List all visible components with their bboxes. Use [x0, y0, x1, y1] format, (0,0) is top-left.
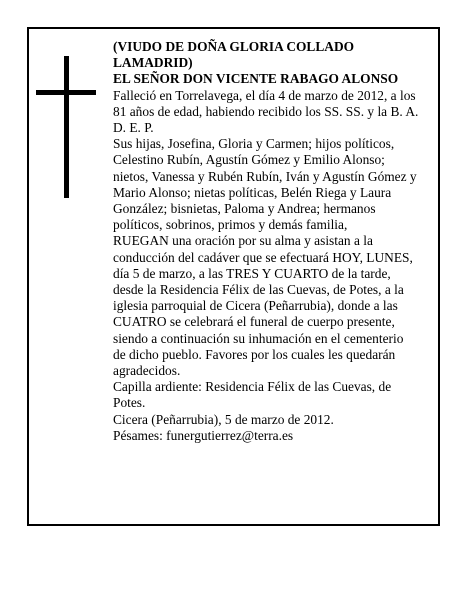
cross-icon — [36, 56, 96, 198]
chapel-info: Capilla ardiente: Residencia Félix de las Cuevas, de Potes. — [113, 379, 392, 411]
deceased-name: EL SEÑOR DON VICENTE RABAGO ALONSO — [113, 71, 399, 87]
family-list: Sus hijas, Josefina, Gloria y Carmen; hijos políticos, Celestino Rubín, Agustín Gómez y Emilio Alonso; nietos, Vanessa y Rubén Rubín, Iván y Agustín Gómez y Mario Alonso; nietas políticas, Belén Riega y Laura González; bisnietas, Paloma y Andrea; hermanos políticos, sobrinos, primos y demás familia, — [113, 136, 417, 233]
dep-abbreviation: D. E. P. — [113, 120, 154, 136]
funeral-request: RUEGAN una oración por su alma y asistan a la conducción del cadáver que se efectuará HOY, LUNES, día 5 de marzo, a las TRES Y CUARTO de la tarde, desde la Residencia Félix de las Cuevas, de Potes, a la iglesia parroquial de Cicera (Peñarrubia), donde a las CUATRO se celebrará el funeral de cuerpo presente, siendo a continuación su inhumación en el cementerio de dicho pueblo. Favores por los cuales les quedarán agradecidos. — [113, 233, 413, 379]
cross-vertical-bar — [64, 56, 69, 198]
death-info: Falleció en Torrelavega, el día 4 de marzo de 2012, a los 81 años de edad, habiendo recibido los SS. SS. y la B. A. — [113, 87, 419, 119]
cross-horizontal-bar — [36, 90, 96, 95]
condolences-email: Pésames: funergutierrez@terra.es — [113, 427, 294, 443]
widower-heading: (VIUDO DE DOÑA GLORIA COLLADO LAMADRID) — [113, 39, 355, 71]
place-date: Cicera (Peñarrubia), 5 de marzo de 2012. — [113, 411, 334, 427]
obituary-text — [113, 39, 419, 444]
